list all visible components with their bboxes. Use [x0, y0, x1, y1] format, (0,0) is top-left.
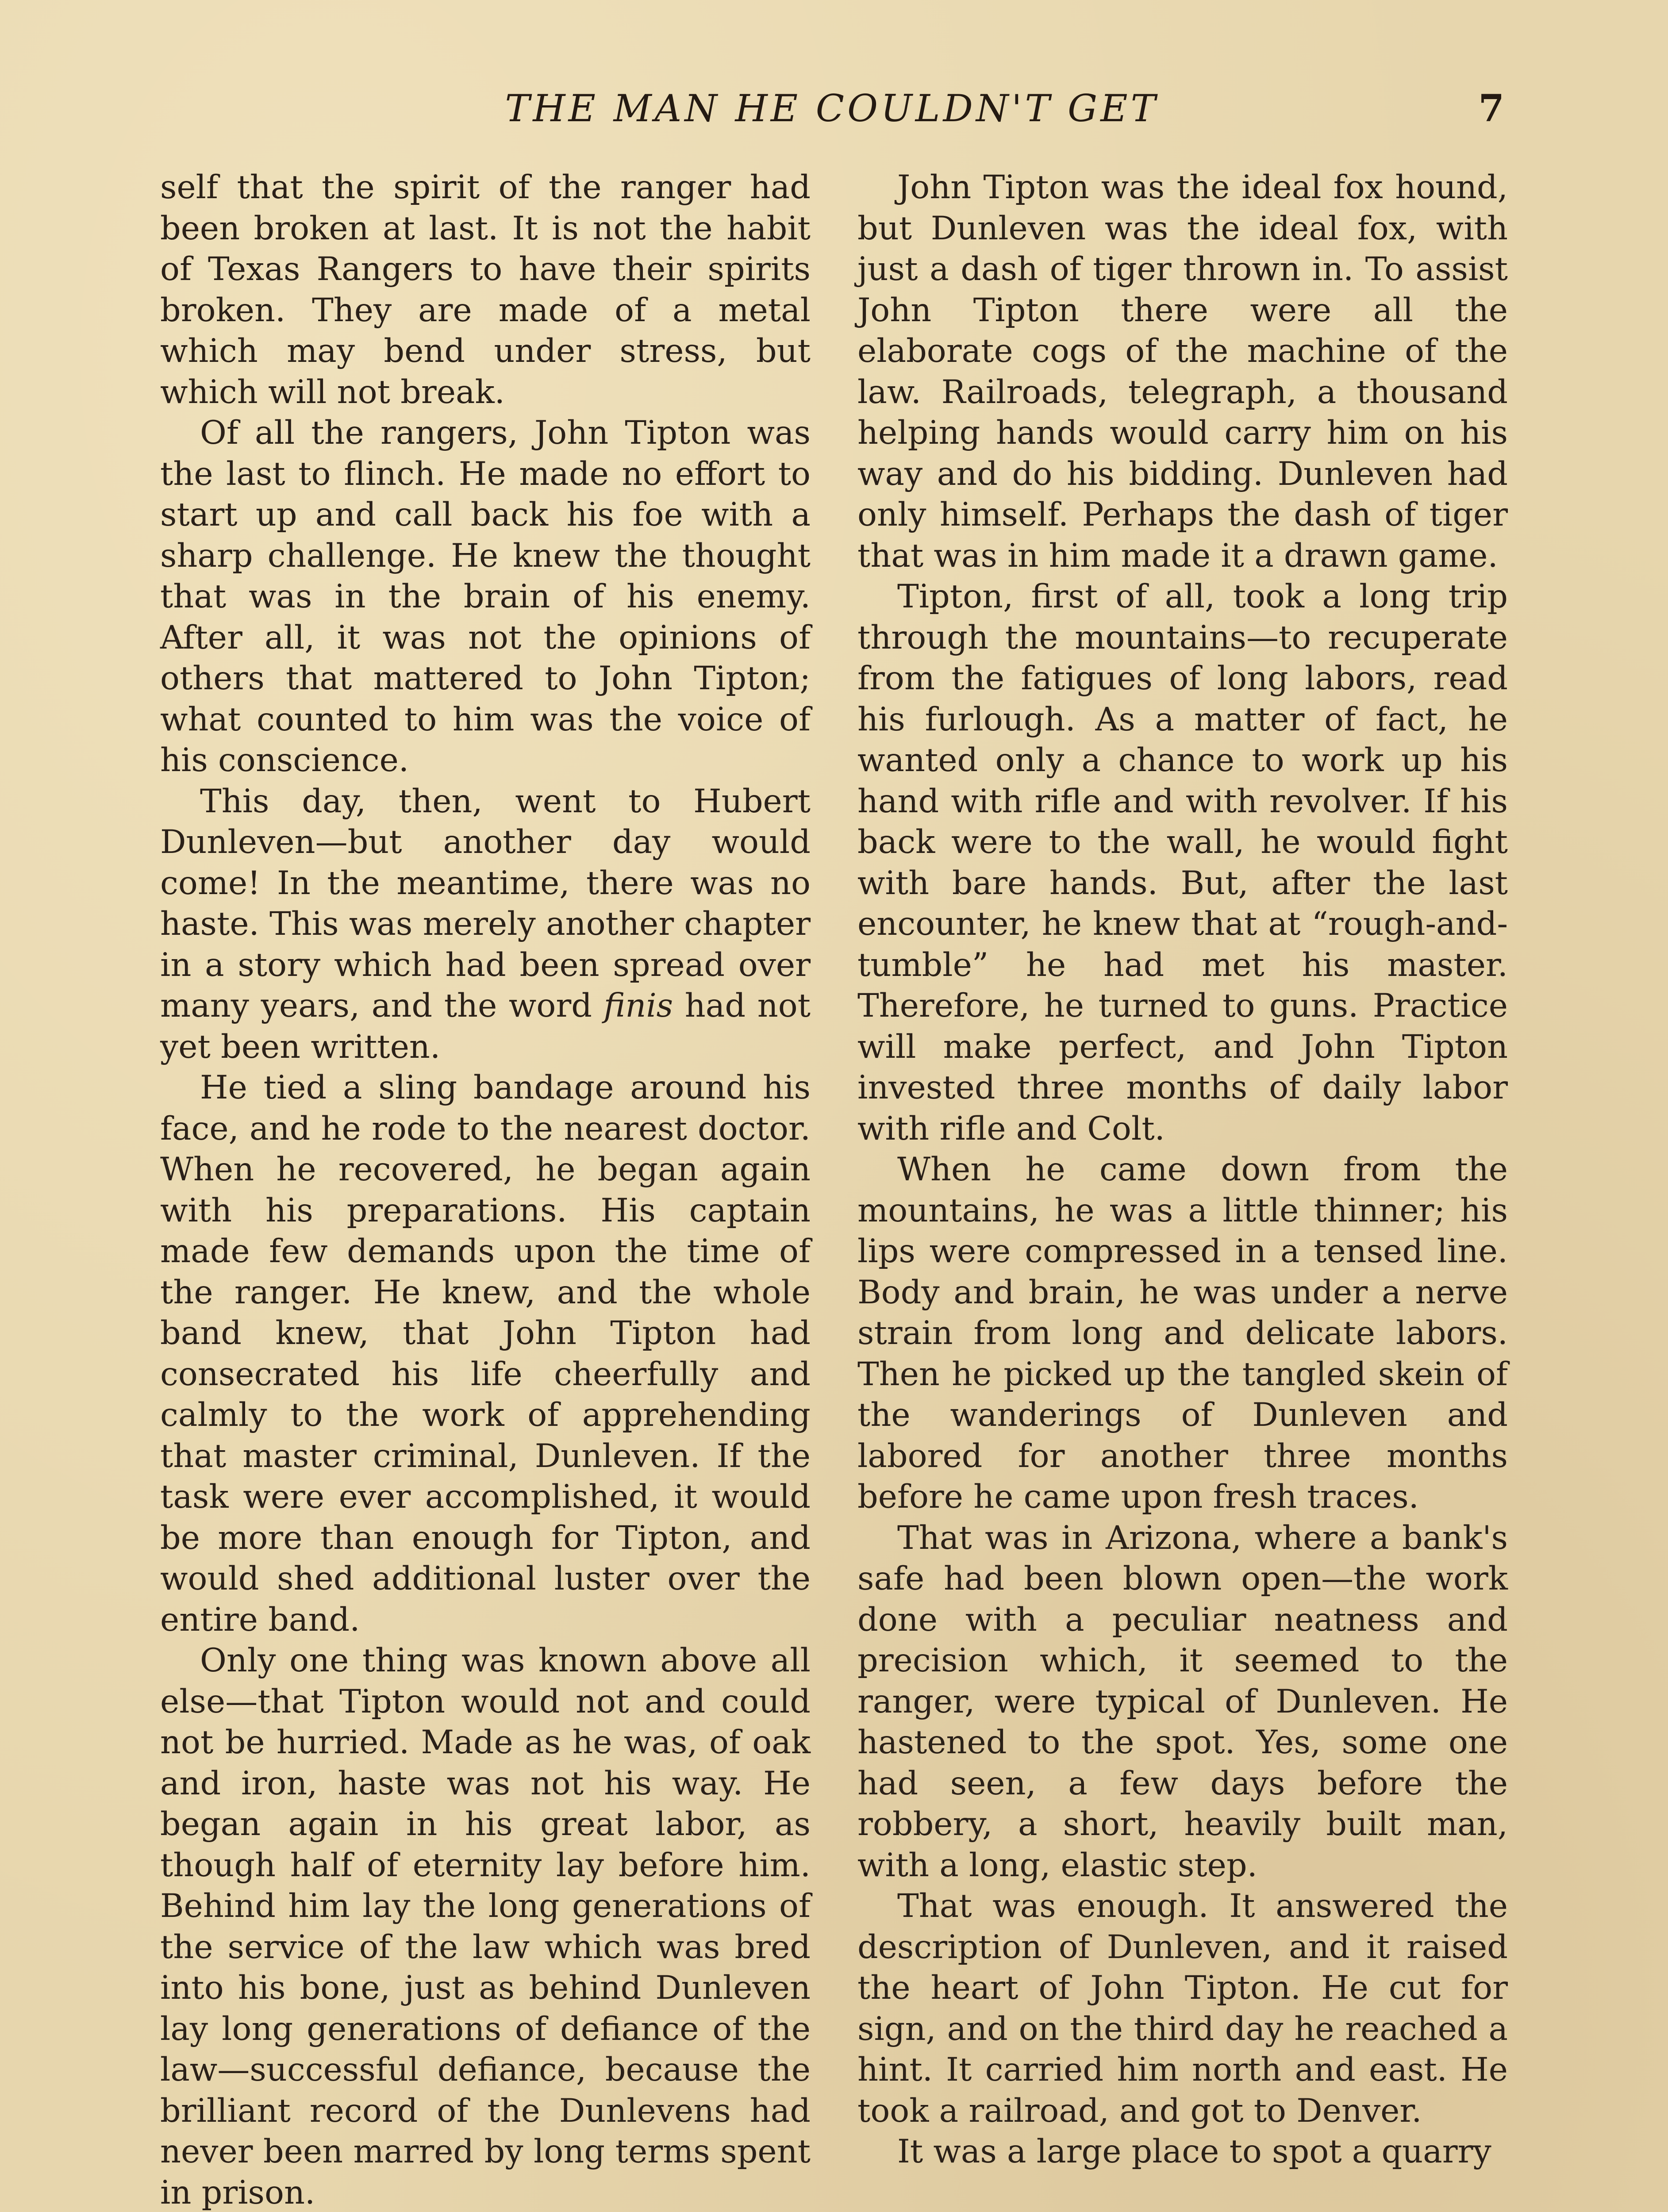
paragraph: Of all the rangers, John Tipton was the last to flinch. He made no effort to start up and call back his foe with a sharp challenge. He knew the thought that was in the brain of his enemy. After all, it was not the opinions of others that mattered to John Tipton; what counted to him was the voice of his conscience. [160, 414, 811, 779]
paragraph: John Tipton was the ideal fox hound, but Dunleven was the ideal fox, with just a dash of tiger thrown in. To assist John Tipton there were all the elaborate cogs of the machine of the law. Railroads, telegraph, a thousand helping hands would carry him on his way and do his bidding. Dunleven had only himself. Perhaps the dash of tiger that was in him made it a drawn game. [857, 169, 1508, 575]
paragraph: That was in Arizona, where a bank's safe had been blown open—the work done with a peculiar neatness and precision which, it seemed to the ranger, were typical of Dunleven. He hastened to the spot. Yes, some one had seen, a few days before the robbery, a short, heavily built man, with a long, elastic step. [857, 1519, 1508, 1884]
paragraph-text: This day, then, went to Hubert Dunleven—but another day would come! In the meantime, there was no haste. This was merely another chapter in a story which had been spread over many years, and the word [160, 782, 811, 1025]
paragraph: When he came down from the mountains, he was a little thinner; his lips were compressed in a tensed line. Body and brain, he was under a nerve strain from long and delicate labors. Then he picked up the tangled skein of the wanderings of Dunleven and labored for another three months before he came upon fresh traces. [857, 1151, 1508, 1516]
page-number: 7 [1478, 86, 1504, 130]
paragraph: Tipton, first of all, took a long trip through the mountains—to recuperate from the fatigues of long labors, read his furlough. As a matter of fact, he wanted only a chance to work up his hand with rifle and with revolver. If his back were to the wall, he would fight with bare hands. But, after the last encounter, he knew that at “rough-and-tumble” he had met his master. Therefore, he turned to guns. Practice will make perfect, and John Tipton invested three months of daily labor with rifle and Colt. [857, 578, 1508, 1148]
left-column [160, 167, 811, 2212]
right-column [857, 167, 1508, 2173]
paragraph: It was a large place to spot a quarry [897, 2133, 1491, 2170]
page-header [159, 84, 1504, 142]
paragraph: Only one thing was known above all else—that Tipton would not and could not be hurried. Made as he was, of oak and iron, haste was not his way. He began again in his great labor, as though half of eternity lay before him. Behind him lay the long generations of the service of the law which was bred into his bone, just as behind Dunleven lay long generations of defiance of the law—successful defiance, because the brilliant record of the Dunlevens had never been marred by long terms spent in prison. [160, 1642, 811, 2212]
running-title: THE MAN HE COULDN'T GET [505, 87, 1159, 130]
paragraph-text: had not yet been written. [160, 987, 811, 1066]
emphasis-finis: finis [603, 987, 673, 1025]
paragraph: self that the spirit of the ranger had been broken at last. It is not the habit of Texas Rangers to have their spirits broken. They are made of a metal which may bend under stress, but which will not break. [160, 169, 811, 411]
paragraph [160, 781, 811, 1068]
paragraph: He tied a sling bandage around his face, and he rode to the nearest doctor. When he recovered, he began again with his preparations. His captain made few demands upon the time of the ranger. He knew, and the whole band knew, that John Tipton had consecrated his life cheerfully and calmly to the work of apprehending that master criminal, Dunleven. If the task were ever accomplished, it would be more than enough for Tipton, and would shed additional luster over the entire band. [160, 1069, 811, 1639]
paragraph: That was enough. It answered the description of Dunleven, and it raised the heart of John Tipton. He cut for sign, and on the third day he reached a hint. It carried him north and east. He took a railroad, and got to Denver. [857, 1887, 1508, 2130]
